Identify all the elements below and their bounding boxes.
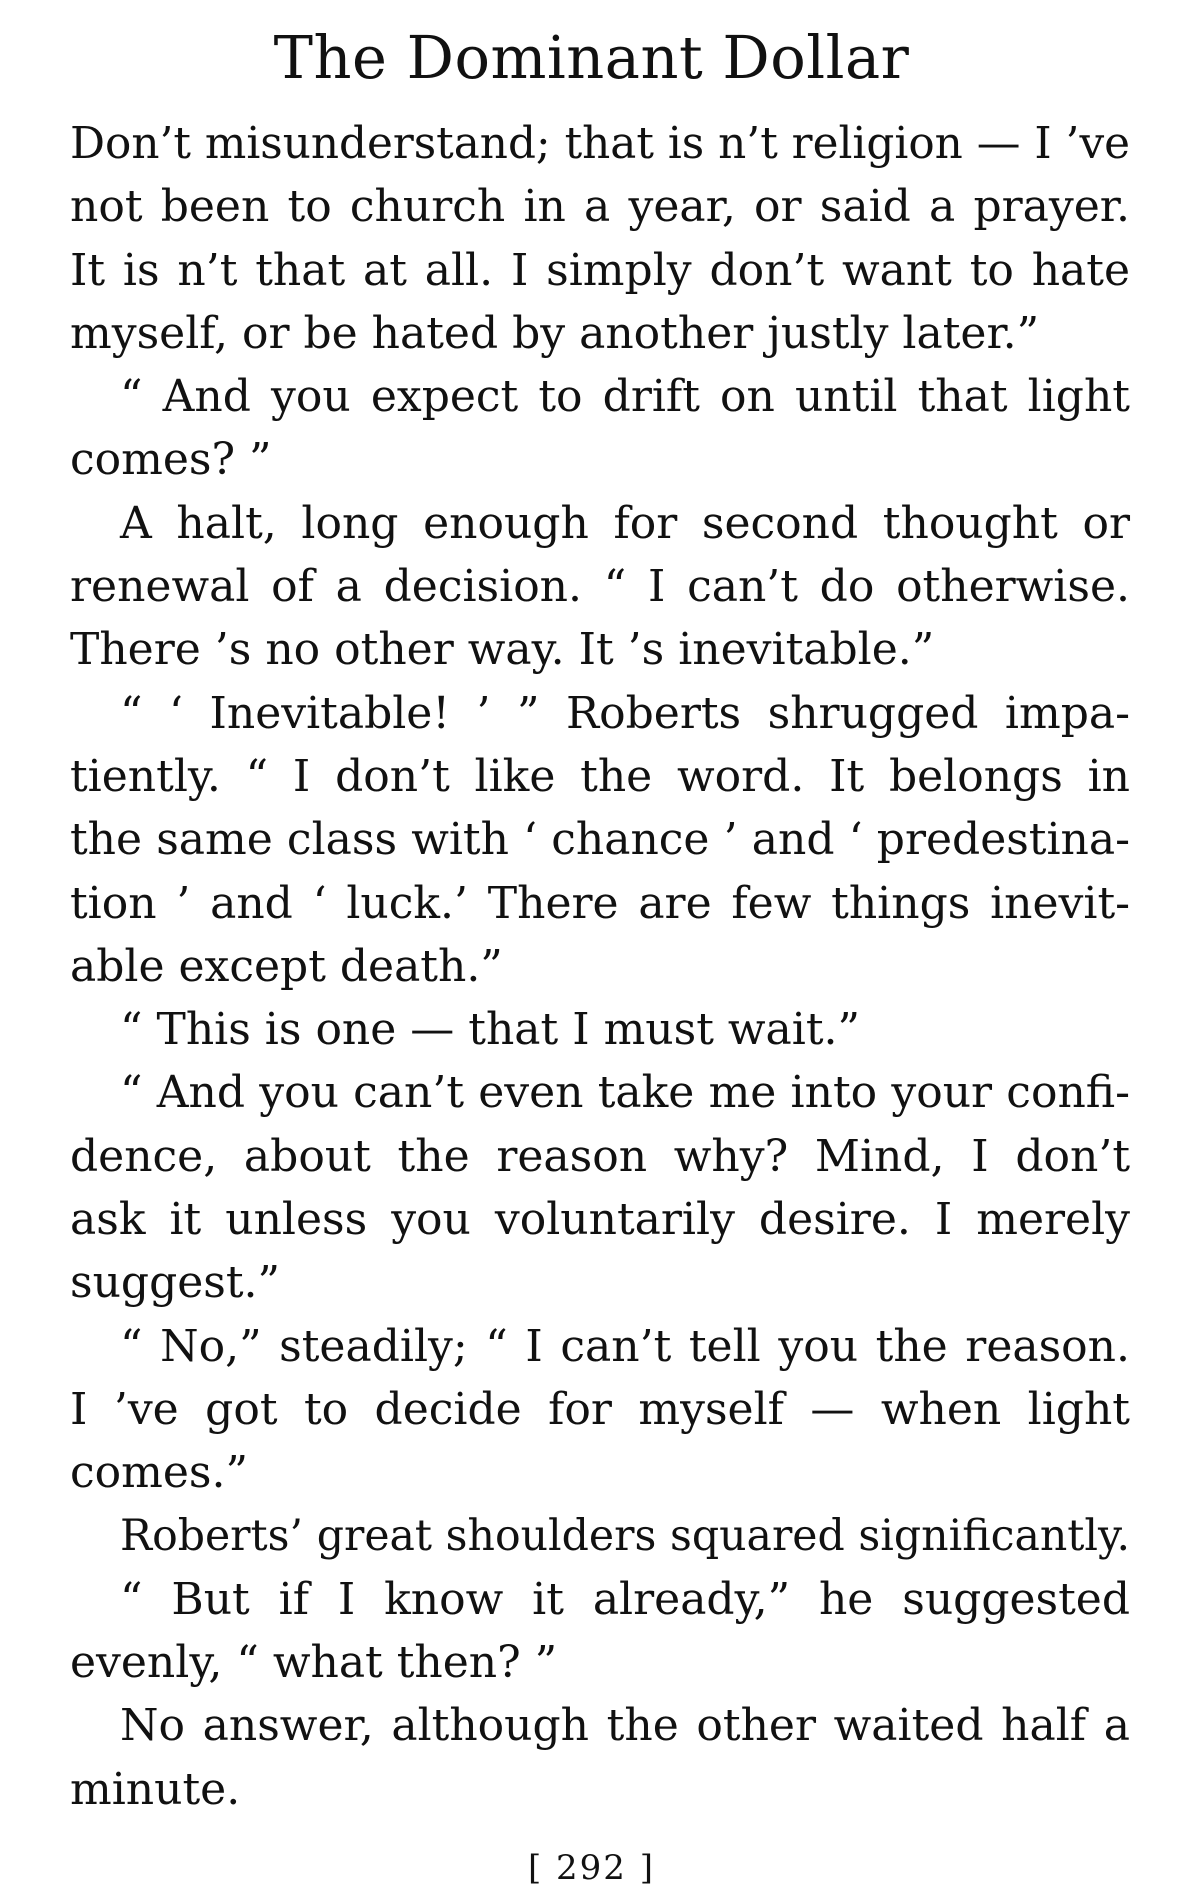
text-line: able except death.”	[70, 940, 503, 992]
running-head: The Dominant Dollar	[273, 23, 910, 92]
text-line: “ And you expect to drift on until that light	[120, 371, 1130, 423]
text-line: evenly, “ what then? ”	[70, 1637, 558, 1689]
text-line: tion ’ and ‘ luck.’ There are few things inevit-	[70, 877, 1130, 929]
text-line: “ ‘ Inevitable! ’ ” Roberts shrugged impa-	[120, 687, 1130, 739]
text-line: comes.”	[70, 1447, 248, 1499]
text-line: There ’s no other way. It ’s inevitable.”	[70, 624, 935, 676]
text-line: myself, or be hated by another justly later.”	[70, 307, 1040, 359]
text-line: minute.	[70, 1763, 241, 1815]
text-line: “ And you can’t even take me into your confi-	[120, 1067, 1130, 1119]
text-line: A halt, long enough for second thought or	[120, 497, 1130, 549]
text-line: No answer, although the other waited half a	[120, 1700, 1130, 1752]
body-text	[70, 112, 1130, 1821]
text-line: not been to church in a year, or said a prayer.	[70, 181, 1130, 233]
text-line: tiently. “ I don’t like the word. It belongs in	[70, 750, 1130, 802]
page-number: [ 292 ]	[527, 1848, 656, 1888]
text-line: Roberts’ great shoulders squared significantly.	[120, 1510, 1130, 1561]
text-line: the same class with ‘ chance ’ and ‘ predestina-	[70, 814, 1130, 866]
text-line: suggest.”	[70, 1257, 281, 1309]
text-line: “ This is one — that I must wait.”	[120, 1004, 861, 1056]
text-line: renewal of a decision. “ I can’t do otherwise.	[70, 561, 1130, 613]
text-line: dence, about the reason why? Mind, I don’t	[70, 1130, 1130, 1182]
text-line: ask it unless you voluntarily desire. I merely	[70, 1194, 1130, 1246]
text-line: “ No,” steadily; “ I can’t tell you the reason.	[120, 1320, 1130, 1372]
text-line: comes? ”	[70, 434, 272, 486]
text-line: “ But if I know it already,” he suggested	[120, 1573, 1130, 1625]
text-line: Don’t misunderstand; that is n’t religion — I ’ve	[70, 118, 1130, 169]
text-line: I ’ve got to decide for myself — when light	[70, 1383, 1130, 1435]
text-line: It is n’t that at all. I simply don’t want to hate	[70, 244, 1130, 296]
